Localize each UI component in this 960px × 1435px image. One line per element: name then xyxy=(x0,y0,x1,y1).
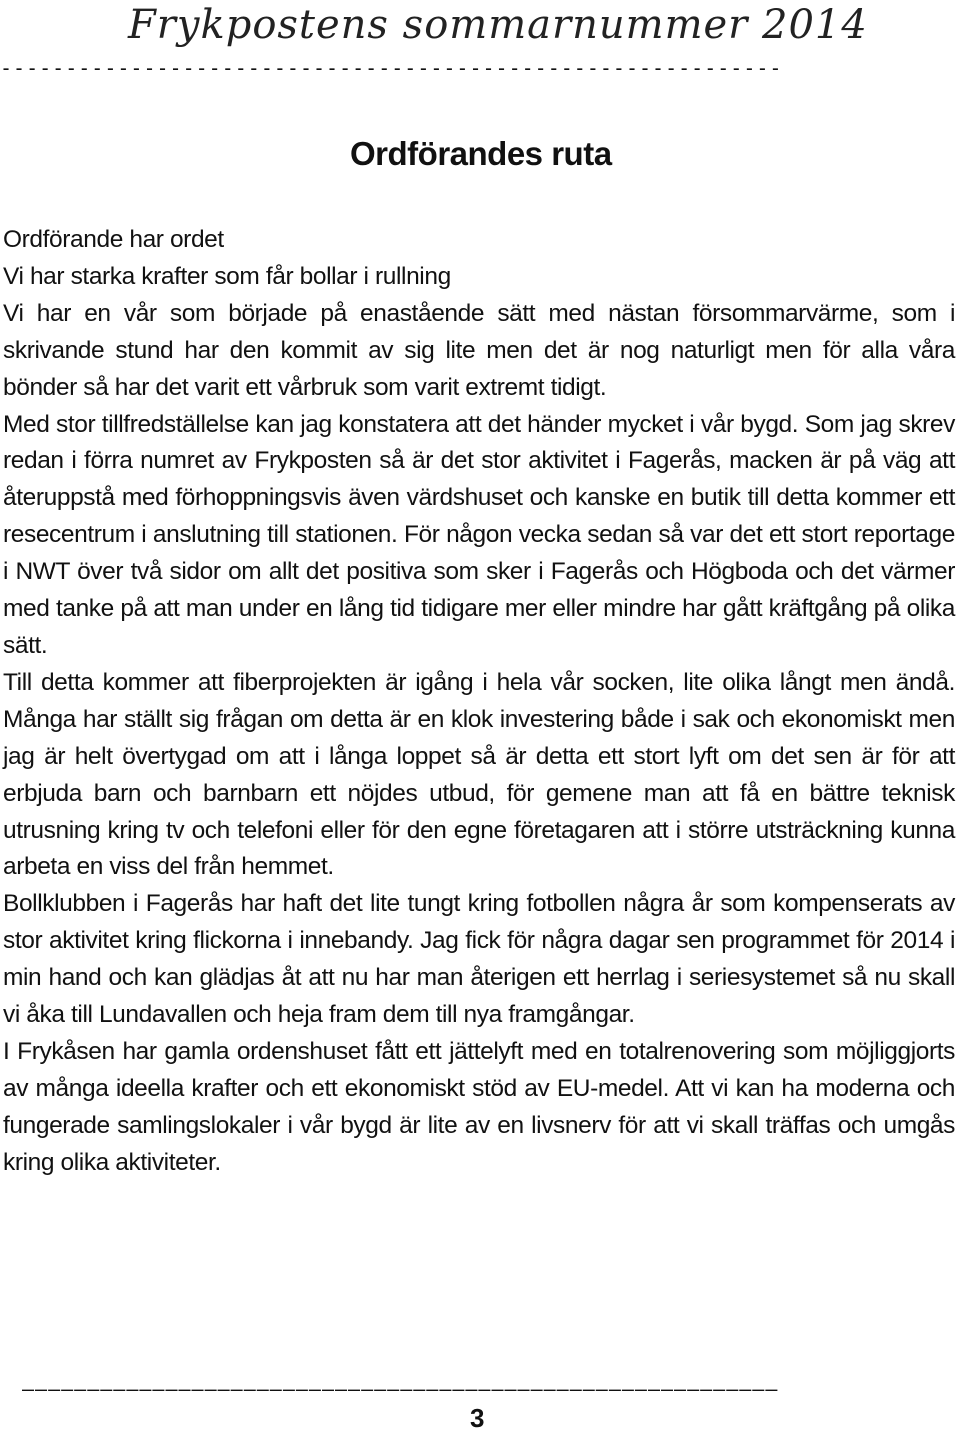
article-paragraph: Till detta kommer att fiberprojekten är igång i hela vår socken, lite olika långt men ändå. Många har ställt sig frågan om detta är en klok investering både i sak och ekonomiskt men jag är helt övertygad om att i långa loppet så är detta ett stort lyft om det sen är för att erbjuda barn och barnbarn ett nöjdes utbud, för gemene man att få en bättre teknisk utrusning kring tv och telefoni eller för den egne företagaren att i större utsträckning kunna arbeta en viss del från hemmet. xyxy=(3,668,955,881)
newsletter-masthead: Frykpostens sommarnummer 2014 xyxy=(128,2,868,48)
article-paragraph: Med stor tillfredställelse kan jag konstatera att det händer mycket i vår bygd. Som jag skrev redan i förra numret av Frykposten så är det stor aktivitet i Fagerås, macken är på väg att återuppstå med förhoppningsvis även värdshuset och kanske en butik till detta kommer ett resecentrum i anslutning till stationen. För någon vecka sedan så var det ett stort reportage i NWT över två sidor om allt det positiva som sker i Fagerås och Högboda och det värmer med tanke på att man under en lång tid tidigare mer eller mindre har gått kräftgång på olika sätt. xyxy=(3,410,955,659)
intro-line: Vi har starka krafter som får bollar i rullning xyxy=(3,262,451,290)
article-heading: Ordförandes ruta xyxy=(350,135,612,172)
intro-line: Ordförande har ordet xyxy=(3,226,224,253)
page-number: 3 xyxy=(470,1403,485,1433)
article-body xyxy=(3,222,955,1182)
article-paragraph: Vi har en vår som började på enastående sätt med nästan försommarvärme, som i skrivande stund har den kommit av sig lite men det är nog naturligt men för alla våra bönder så har det varit ett vårbruk som varit extremt tidigt. xyxy=(3,299,955,401)
masthead-divider: ------------------------------------------------------------ xyxy=(0,56,783,80)
article-paragraph: I Frykåsen har gamla ordenshuset fått ett jättelyft med en totalrenovering som möjliggjorts av många ideella krafter och ett ekonomiskt stöd av EU-medel. Att vi kan ha moderna och fungerade samlingslokaler i vår bygd är lite av en livsnerv för att vi skall träffas och umgås kring olika aktiviteter. xyxy=(3,1037,955,1176)
footer-divider: –––––––––––––––––––––––––––––––––––––––––––––––––––––––––– xyxy=(22,1378,779,1400)
article-paragraph: Bollklubben i Fagerås har haft det lite tungt kring fotbollen några år som kompenserats av stor aktivitet kring flickorna i innebandy. Jag fick för några dagar sen programmet för 2014 i min hand och kan glädjas åt att nu har man återigen ett herrlag i seriesystemet så nu skall vi åka till Lundavallen och heja fram dem till nya framgångar. xyxy=(3,890,955,1029)
